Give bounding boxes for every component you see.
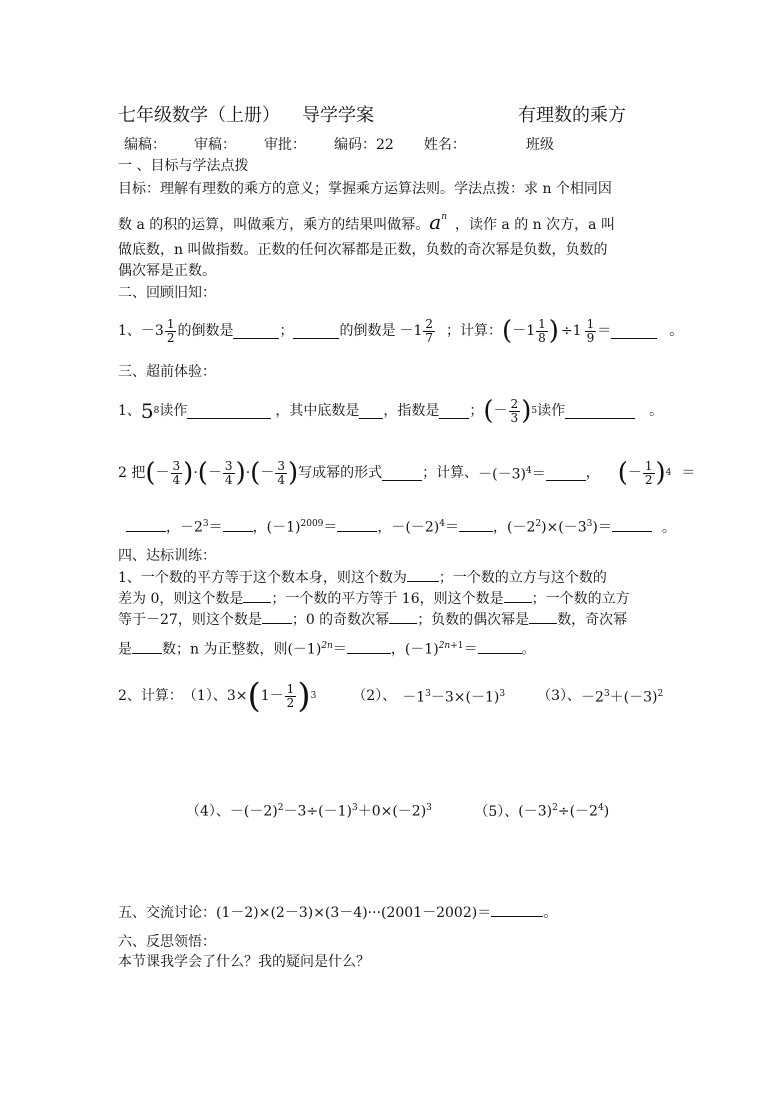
meta-class: 班级: [525, 137, 554, 153]
section5-heading: 五、交流讨论：: [118, 905, 216, 921]
calc-problems-row1: 2、计算： （1）、 3× ( 1－ $\frac{1}{2}$ ) 3 （2）、 $-1^3-3\times(-1)^3$ （3）、 $-2^3+(-3)^2$: [118, 676, 664, 716]
answer-blank[interactable]: [491, 902, 543, 917]
answer-blank[interactable]: [407, 567, 439, 582]
answer-blank[interactable]: [262, 609, 292, 624]
answer-blank[interactable]: [565, 404, 635, 419]
meta-approver: 审批：: [264, 137, 306, 153]
answer-blank[interactable]: [243, 588, 271, 603]
answer-blank[interactable]: [382, 466, 422, 481]
answer-blank[interactable]: [132, 639, 162, 654]
meta-row: [124, 136, 554, 154]
answer-blank[interactable]: [529, 609, 557, 624]
review-question-1: 1、 －3 $\frac{1}{2}$ 的倒数是 ； 的倒数是 －1 $\frac{2}{7}$ ；计算： ( －1 $\frac{1}{8}$ ) ÷1 $\frac{1}{9}$ ＝ 。: [118, 316, 684, 346]
meta-reviewer: 审稿：: [194, 137, 236, 153]
reflection-line: 本节课我学会了什么？我的疑问是什么？: [118, 954, 370, 970]
section5-row: 五、交流讨论：(1－2)×(2－3)×(3－4)···(2001－2002)＝ 。: [118, 902, 557, 922]
practice-line-1: 1、一个数的平方等于这个数本身，则这个数为 ；一个数的立方与这个数的: [118, 567, 607, 587]
doc-type: 导学学案: [302, 105, 374, 126]
answer-blank[interactable]: [126, 517, 166, 532]
answer-blank[interactable]: [337, 517, 377, 532]
section1-para-line1: 目标：理解有理数的乘方的意义；掌握乘方运算法则。学法点拨：求 n 个相同因: [118, 181, 612, 197]
answer-blank[interactable]: [504, 588, 532, 603]
meta-editor: 编稿：: [124, 137, 166, 153]
section1-para-line2: 数 a 的积的运算，叫做乘方，乘方的结果叫做幂。$a^n$ ，读作 a 的 n 次方，a 叫: [118, 210, 615, 234]
answer-blank[interactable]: [611, 324, 657, 339]
section1-para-line4: 偶次幂是正数。: [118, 263, 216, 279]
answer-blank[interactable]: [478, 639, 522, 654]
course-title: 七年级数学（上册）: [118, 105, 280, 126]
answer-blank[interactable]: [187, 404, 271, 419]
meta-code: 编码：22: [334, 137, 394, 153]
practice-line-2: 差为 0，则这个数是 ；一个数的平方等于 16，则这个数是 ；一个数的立方: [118, 588, 630, 608]
answer-blank[interactable]: [233, 324, 279, 339]
practice-line-3: 等于－27，则这个数是 ；0 的奇数次幂 ；负数的偶次幂是 数，奇次幂: [118, 609, 627, 629]
discussion-expression: (1－2)×(2－3)×(3－4)···(2001－2002)＝: [216, 905, 492, 921]
meta-name: 姓名：: [423, 137, 466, 153]
mixed-number: －3: [140, 323, 164, 339]
fraction-1-9: $\frac{1}{9}$: [586, 316, 595, 345]
var-a: a: [429, 210, 442, 234]
answer-blank[interactable]: [347, 639, 391, 654]
section3-heading: 三、超前体验：: [118, 364, 216, 380]
preview-question-2-cont: ，$-2^3=$ ，$(-1)^{2009}=$ ，$-(-2)^4=$ ，$(-2^2)\times(-3^3)=$ 。: [126, 515, 676, 537]
lesson-topic: 有理数的乘方: [518, 105, 626, 126]
answer-blank[interactable]: [223, 517, 253, 532]
section2-heading: 二、回顾旧知：: [118, 285, 216, 301]
header-title-row: [118, 105, 374, 127]
calc-problems-row2: （4）、$-(-2)^2-3\div(-1)^3+0\times(-2)^3$ （5）、$(-3)^2\div(-2^4)$: [186, 803, 610, 820]
fraction-2-3: $\frac{2}{3}$: [510, 396, 519, 425]
answer-blank[interactable]: [293, 324, 339, 339]
answer-blank[interactable]: [546, 466, 586, 481]
practice-line-4: 是 数；n 为正整数，则$(-1)^{2n}=$ ，$(-1)^{2n+1}=$ 。: [118, 637, 536, 659]
preview-question-1: 1、 5 8 读作 ，其中底数是 ，指数是 ； ( － $\frac{2}{3}$ ) 5 读作 。: [118, 396, 664, 426]
fraction-2-7: $\frac{2}{7}$: [425, 316, 434, 345]
var-n: n: [441, 212, 447, 222]
section1-para-line3: 做底数，n 叫做指数。正数的任何次幂都是正数，负数的奇次幂是负数，负数的: [118, 242, 608, 258]
fraction-1-2: $\frac{1}{2}$: [166, 316, 175, 345]
section4-heading: 四、达标训练：: [118, 548, 216, 564]
answer-blank[interactable]: [459, 517, 493, 532]
section6-heading: 六、反思领悟：: [118, 934, 216, 950]
answer-blank[interactable]: [359, 404, 383, 419]
answer-blank[interactable]: [439, 404, 469, 419]
fraction-1-8: $\frac{1}{8}$: [538, 316, 546, 345]
answer-blank[interactable]: [612, 517, 652, 532]
section1-heading: 一 、目标与学法点拨: [118, 158, 249, 174]
preview-question-2: 2 把 ( － $\frac{3}{4}$ ) · ( － $\frac{3}{4}$ ) · ( － $\frac{3}{4}$ ) 写成幂的形式 ；计算、 $-(-3)^4=$ ， ( － $\frac{1}{2}$ ) 4 ＝: [118, 458, 696, 488]
answer-blank[interactable]: [389, 609, 417, 624]
